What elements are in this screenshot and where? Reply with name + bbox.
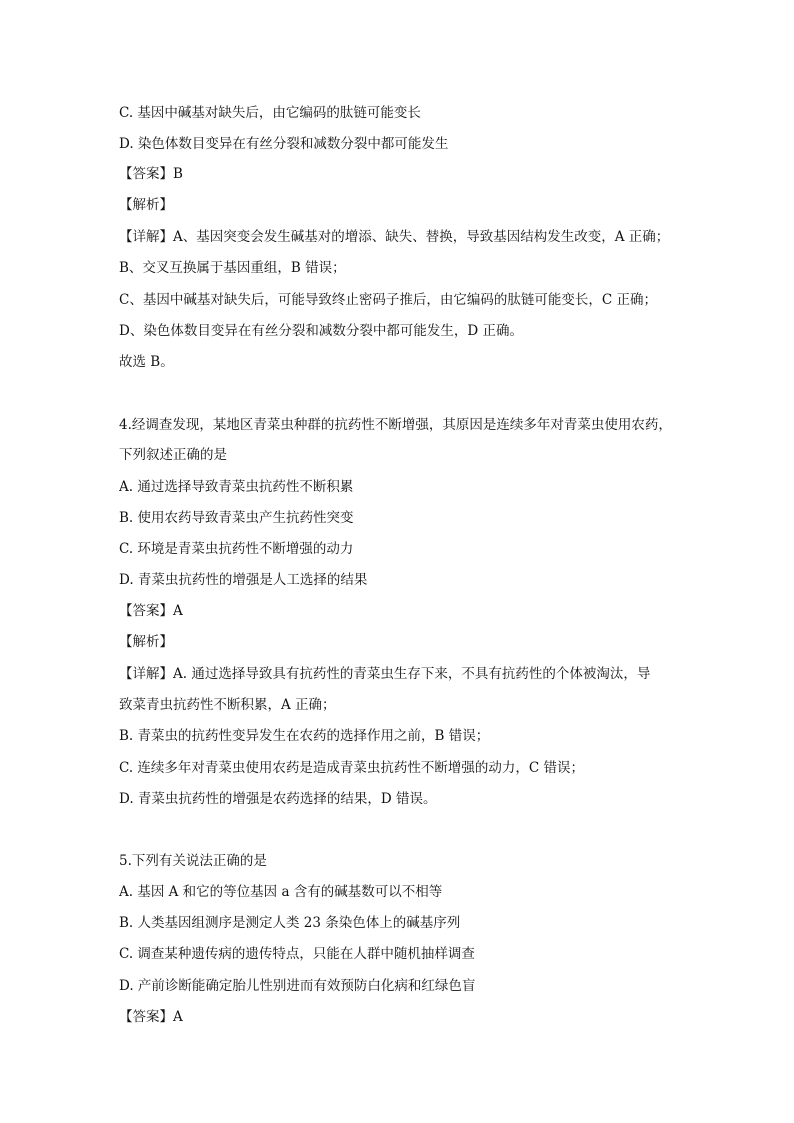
q5-option-d: D. 产前诊断能确定胎儿性别进而有效预防白化病和红绿色盲 (119, 978, 476, 994)
q3-option-c: C. 基因中碱基对缺失后，由它编码的肽链可能变长 (119, 105, 421, 121)
q4-detail-a-line2: 致菜青虫抗药性不断积累，A 正确； (119, 697, 336, 713)
q5-option-c: C. 调查某种遗传病的遗传特点，只能在人群中随机抽样调查 (119, 946, 475, 962)
q4-detail-b: B. 青菜虫的抗药性变异发生在农药的选择作用之前，B 错误； (119, 728, 490, 744)
q5-answer: 【答案】A (119, 1009, 183, 1025)
q5-option-b: B. 人类基因组测序是测定人类 23 条染色体上的碱基序列 (119, 915, 461, 931)
q5-stem: 5.下列有关说法正确的是 (119, 853, 267, 869)
q3-detail-b: B、交叉互换属于基因重组，B 错误； (119, 260, 346, 276)
q5-option-a: A. 基因 A 和它的等位基因 a 含有的碱基数可以不相等 (119, 884, 443, 900)
q3-detail-c: C、基因中碱基对缺失后，可能导致终止密码子推后，由它编码的肽链可能变长，C 正确； (119, 292, 657, 308)
q4-option-b: B. 使用农药导致青菜虫产生抗药性突变 (119, 510, 354, 526)
q4-detail-c: C. 连续多年对青菜虫使用农药是造成青菜虫抗药性不断增强的动力，C 错误； (119, 760, 585, 776)
q4-detail-a-line1: 【详解】A. 通过选择导致具有抗药性的青菜虫生存下来，不具有抗药性的个体被淘汰，导 (119, 666, 651, 682)
q4-detail-d: D. 青菜虫抗药性的增强是农药选择的结果，D 错误。 (119, 791, 437, 807)
q4-option-a: A. 通过选择导致青菜虫抗药性不断积累 (119, 479, 354, 495)
q4-answer: 【答案】A (119, 603, 183, 619)
q3-detail-a: 【详解】A、基因突变会发生碱基对的增添、缺失、替换，导致基因结构发生改变，A 正确； (119, 229, 670, 245)
q4-option-c: C. 环境是青菜虫抗药性不断增强的动力 (119, 541, 354, 557)
q4-stem-line1: 4.经调查发现，某地区青菜虫种群的抗药性不断增强，其原因是连续多年对青菜虫使用农药， (119, 417, 672, 433)
q3-detail-d: D、染色体数目变异在有丝分裂和减数分裂中都可能发生，D 正确。 (119, 323, 523, 339)
q4-stem-line2: 下列叙述正确的是 (119, 447, 227, 463)
q3-option-d: D. 染色体数目变异在有丝分裂和减数分裂中都可能发生 (119, 136, 449, 152)
q3-analysis-heading: 【解析】 (119, 197, 173, 213)
q4-option-d: D. 青菜虫抗药性的增强是人工选择的结果 (119, 572, 368, 588)
q3-answer: 【答案】B (119, 166, 183, 182)
q3-conclusion: 故选 B。 (119, 354, 174, 370)
q4-analysis-heading: 【解析】 (119, 634, 173, 650)
